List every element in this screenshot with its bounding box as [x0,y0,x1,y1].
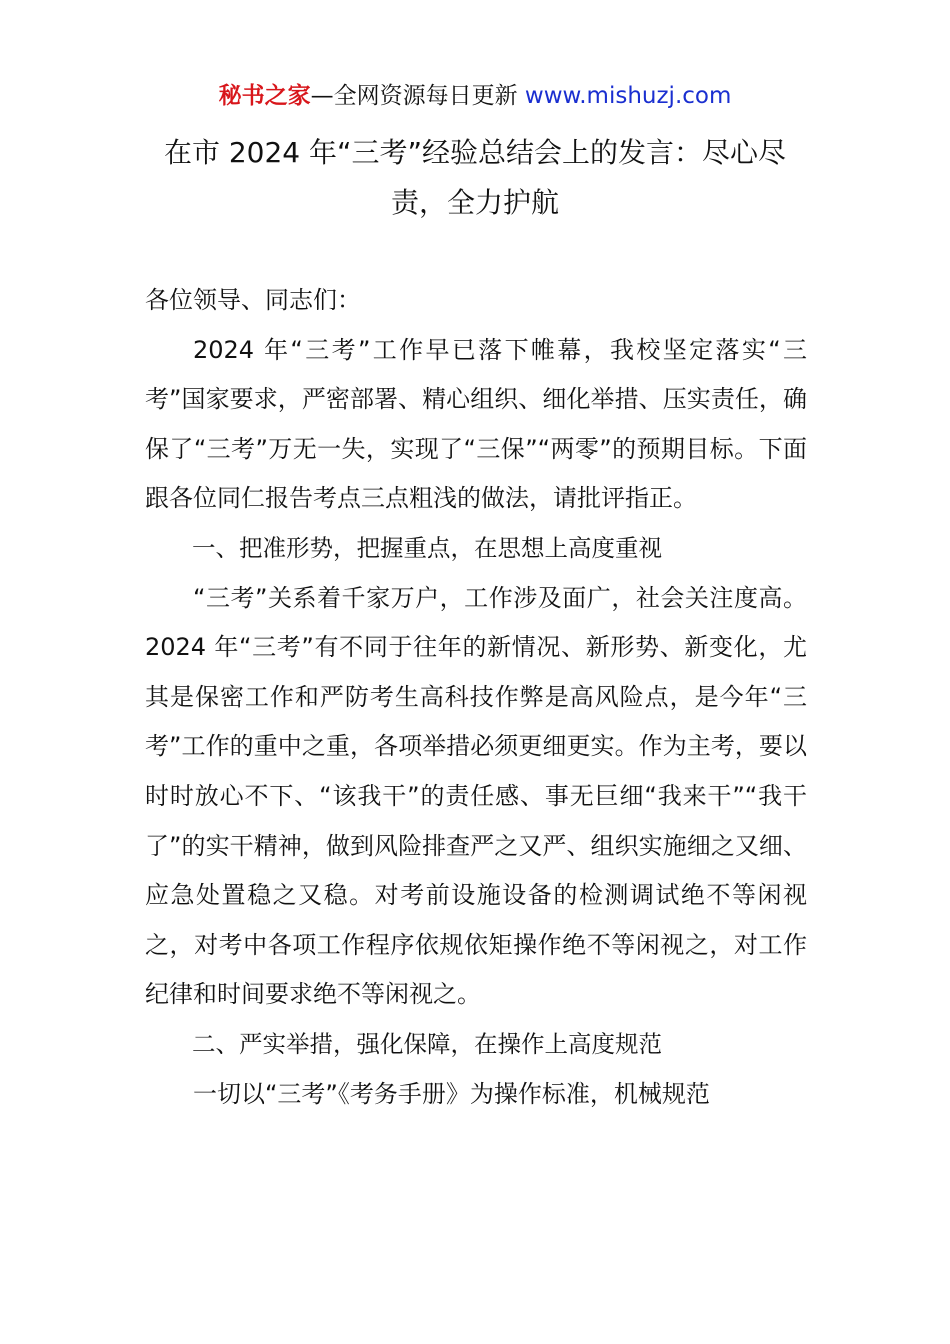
body-paragraph: “三考”关系着千家万户，工作涉及面广，社会关注度高。2024 年“三考”有不同于往年的新情况、新形势、新变化，尤其是保密工作和严防考生高科技作弊是高风险点，是今年“三考”工作的重中之重，各项举措必须更细更实。作为主考，要以时时放心不下、“该我干”的责任感、事无巨细“我来干”“我干了”的实干精神，做到风险排查严之又严、组织实施细之又细、应急处置稳之又稳。对考前设施设备的检测调试绝不等闲视之，对考中各项工作程序依规依矩操作绝不等闲视之，对工作纪律和时间要求绝不等闲视之。 [145,583,807,1009]
section-heading: 一、把准形势，把握重点，在思想上高度重视 [192,533,662,562]
site-url[interactable]: www.mishuzj.com [524,83,732,109]
document-title: 在市 2024 年“三考”经验总结会上的发言：尽心尽责，全力护航 [163,136,787,219]
header-tagline: —全网资源每日更新 [310,83,525,109]
brand-name: 秘书之家 [218,83,311,109]
salutation: 各位领导、同志们： [145,286,361,314]
site-header [0,80,950,112]
section-heading: 二、严实举措，强化保障，在操作上高度规范 [192,1029,662,1058]
body-paragraph: 一切以“三考”《考务手册》为操作标准，机械规范 [193,1079,710,1108]
document-body [145,276,807,1119]
body-paragraph: 2024 年“三考”工作早已落下帷幕，我校坚定落实“三考”国家要求，严密部署、精心组织、细化举措、压实责任，确保了“三考”万无一失，实现了“三保”“两零”的预期目标。下面跟各位同仁报告考点三点粗浅的做法，请批评指正。 [145,335,807,513]
